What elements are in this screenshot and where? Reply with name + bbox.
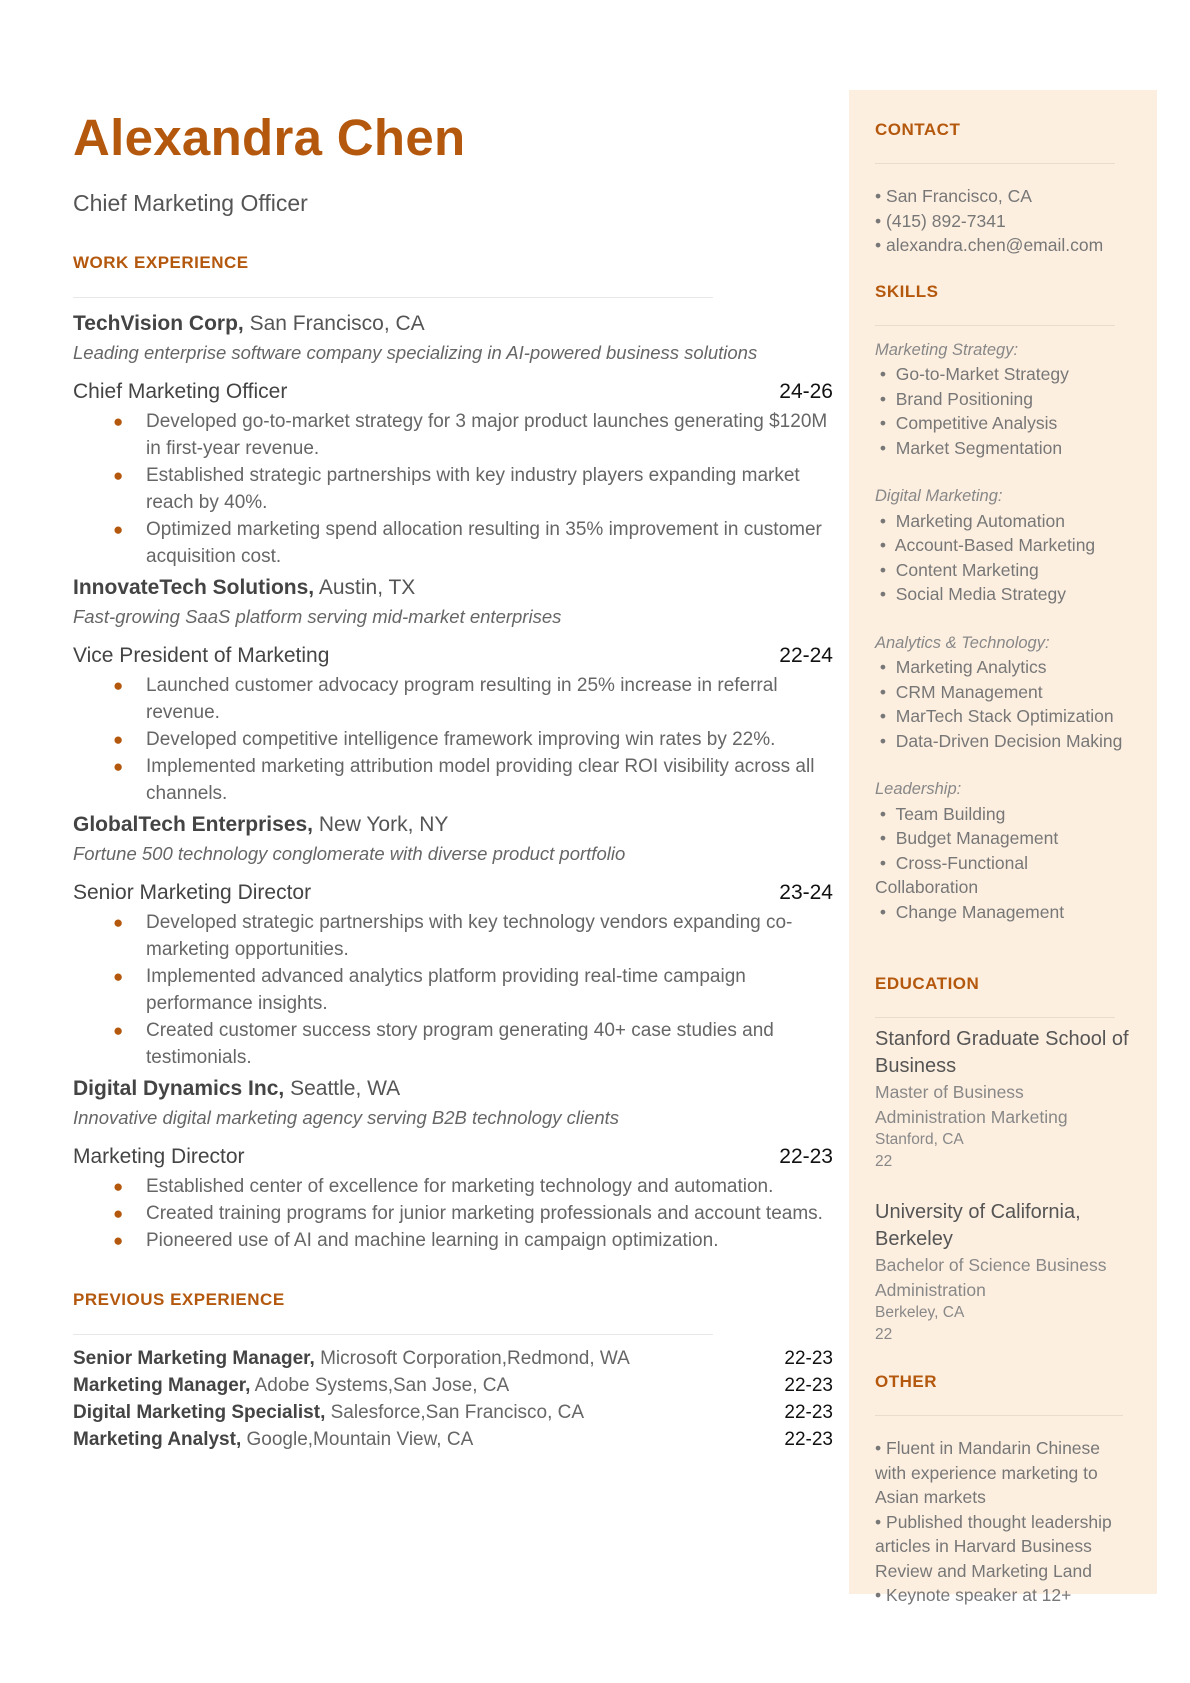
bullet-icon: ● [113, 1204, 124, 1224]
contact-heading: CONTACT [875, 120, 961, 139]
education-heading: EDUCATION [875, 974, 980, 993]
previous-experience-list [73, 1345, 833, 1453]
role-dates: 24-26 [779, 380, 833, 404]
company-line [73, 576, 833, 600]
other-item: • Published thought leadership articles in Harvard Business Review and Marketing Land [875, 1511, 1112, 1581]
skill-item: • Change Management [879, 901, 1065, 922]
bullet-icon: ● [113, 520, 124, 540]
role-title: Vice President of Marketing [73, 644, 330, 668]
company-description: Innovative digital marketing agency serving B2B technology clients [73, 1107, 620, 1129]
company-description: Leading enterprise software company specializing in AI-powered business solutions [73, 342, 758, 364]
achievement-item: ● Developed strategic partnerships with key technology vendors expanding co-marketing opportunities. [73, 909, 833, 963]
previous-experience-row [73, 1426, 833, 1453]
main-column [73, 110, 833, 1453]
role-row [73, 380, 833, 404]
skill-item: • Account-Based Marketing [879, 535, 1096, 555]
skill-category: Marketing Strategy: [875, 340, 1019, 359]
achievement-item: ● Launched customer advocacy program resulting in 25% increase in referral revenue. [73, 672, 833, 726]
sidebar [849, 90, 1157, 1605]
prev-dates: 22-23 [784, 1429, 833, 1451]
role-dates: 22-24 [779, 644, 833, 668]
contact-location: • San Francisco, CA [875, 186, 1032, 206]
edu-location: Stanford, CA [875, 1131, 964, 1148]
achievement-item: ● Created customer success story program generating 40+ case studies and testimonials. [73, 1017, 833, 1071]
company-description: Fast-growing SaaS platform serving mid-market enterprises [73, 606, 562, 628]
skill-item: • Market Segmentation [879, 437, 1063, 458]
skill-item: • Content Marketing [879, 559, 1039, 580]
role-row [73, 644, 833, 668]
previous-experience-row [73, 1345, 833, 1372]
achievement-item: ● Optimized marketing spend allocation resulting in 35% improvement in customer acquisition cost. [73, 516, 833, 570]
company-name: TechVision Corp, [73, 312, 244, 336]
achievement-item: ● Pioneered use of AI and machine learning in campaign optimization. [73, 1227, 833, 1254]
divider [875, 163, 1115, 164]
achievement-item: ● Created training programs for junior marketing professionals and account teams. [73, 1200, 833, 1227]
edu-degree: Master of Business Administration Marketing [875, 1082, 1068, 1127]
skill-item: • MarTech Stack Optimization [879, 706, 1114, 726]
company-location: New York, NY [318, 813, 449, 837]
prev-role: Digital Marketing Specialist, [73, 1402, 326, 1424]
skill-item: • Data-Driven Decision Making [879, 730, 1123, 751]
skill-item: • Competitive Analysis [879, 413, 1058, 433]
bullet-icon: ● [113, 1231, 124, 1251]
prev-role: Marketing Manager, [73, 1375, 251, 1397]
bullet-icon: ● [113, 1021, 124, 1041]
prev-role: Marketing Analyst, [73, 1429, 242, 1451]
prev-role: Senior Marketing Manager, [73, 1348, 315, 1370]
role-title: Senior Marketing Director [73, 881, 312, 905]
other-heading: OTHER [875, 1372, 937, 1391]
previous-experience-heading: PREVIOUS EXPERIENCE [73, 1290, 285, 1310]
bullet-icon: ● [113, 913, 124, 933]
achievement-list [73, 408, 833, 570]
prev-org: Google,Mountain View, CA [246, 1429, 474, 1451]
divider [875, 1017, 1115, 1018]
skill-category: Analytics & Technology: [875, 633, 1050, 652]
edu-degree: Bachelor of Science Business Administration [875, 1255, 1107, 1300]
achievement-list [73, 672, 833, 807]
contact-phone: • (415) 892-7341 [875, 210, 1006, 231]
company-line [73, 1077, 833, 1101]
achievement-item: ● Developed go-to-market strategy for 3 major product launches generating $120M in first-year revenue. [73, 408, 833, 462]
role-dates: 22-23 [779, 1145, 833, 1169]
previous-experience-row [73, 1372, 833, 1399]
role-dates: 23-24 [779, 881, 833, 905]
skill-item: • CRM Management [879, 681, 1043, 702]
prev-dates: 22-23 [784, 1348, 833, 1370]
bullet-icon: ● [113, 676, 124, 696]
skill-item: • Cross-Functional Collaboration [875, 852, 1029, 897]
skill-item: • Marketing Automation [879, 510, 1066, 531]
achievement-list [73, 1173, 833, 1254]
achievement-list [73, 909, 833, 1071]
company-location: Seattle, WA [290, 1077, 401, 1101]
achievement-item: ● Established center of excellence for marketing technology and automation. [73, 1173, 833, 1200]
company-location: San Francisco, CA [249, 312, 425, 336]
bullet-icon: ● [113, 730, 124, 750]
achievement-item: ● Implemented advanced analytics platform providing real-time campaign performance insights. [73, 963, 833, 1017]
candidate-name: Alexandra Chen [73, 109, 466, 166]
bullet-icon: ● [113, 466, 124, 486]
role-row [73, 881, 833, 905]
skill-item: • Social Media Strategy [879, 584, 1066, 604]
skill-item: • Brand Positioning [879, 388, 1033, 409]
company-name: Digital Dynamics Inc, [73, 1077, 285, 1101]
achievement-item: ● Developed competitive intelligence framework improving win rates by 22%. [73, 726, 833, 753]
edu-school: University of California, Berkeley [875, 1201, 1081, 1250]
role-title: Chief Marketing Officer [73, 380, 288, 404]
company-name: GlobalTech Enterprises, [73, 813, 314, 837]
divider [73, 297, 713, 298]
prev-dates: 22-23 [784, 1375, 833, 1397]
skill-item: • Budget Management [879, 828, 1059, 848]
achievement-item: ● Implemented marketing attribution model providing clear ROI visibility across all channels. [73, 753, 833, 807]
role-row [73, 1145, 833, 1169]
edu-location: Berkeley, CA [875, 1304, 965, 1321]
other-item: • Fluent in Mandarin Chinese with experience marketing to Asian markets [875, 1438, 1101, 1507]
work-experience-heading: WORK EXPERIENCE [73, 253, 249, 273]
company-line [73, 813, 833, 837]
bullet-icon: ● [113, 412, 124, 432]
bullet-icon: ● [113, 757, 124, 777]
achievement-item: ● Established strategic partnerships with key industry players expanding market reach by 40%. [73, 462, 833, 516]
candidate-title: Chief Marketing Officer [73, 190, 308, 217]
other-item: • Keynote speaker at 12+ [875, 1585, 1072, 1605]
skill-category: Digital Marketing: [875, 487, 1003, 505]
edu-year: 22 [875, 1153, 893, 1170]
divider [875, 325, 1115, 326]
skill-item: • Go-to-Market Strategy [879, 364, 1069, 384]
previous-experience-row [73, 1399, 833, 1426]
skills-heading: SKILLS [875, 281, 939, 301]
skill-category: Leadership: [875, 780, 962, 798]
company-description: Fortune 500 technology conglomerate with diverse product portfolio [73, 843, 626, 865]
prev-dates: 22-23 [784, 1402, 833, 1424]
bullet-icon: ● [113, 1177, 124, 1197]
edu-school: Stanford Graduate School of Business [875, 1028, 1129, 1077]
company-line [73, 312, 833, 336]
role-title: Marketing Director [73, 1145, 245, 1169]
contact-email: • alexandra.chen@email.com [875, 235, 1104, 255]
company-name: InnovateTech Solutions, [73, 576, 315, 600]
skill-item: • Marketing Analytics [879, 657, 1047, 677]
divider [73, 1334, 713, 1335]
prev-org: Salesforce,San Francisco, CA [330, 1402, 585, 1424]
prev-org: Adobe Systems,San Jose, CA [254, 1375, 510, 1397]
prev-org: Microsoft Corporation,Redmond, WA [320, 1348, 630, 1370]
edu-year: 22 [875, 1326, 893, 1343]
bullet-icon: ● [113, 967, 124, 987]
company-location: Austin, TX [318, 576, 416, 600]
divider [875, 1415, 1123, 1416]
skill-item: • Team Building [879, 803, 1006, 824]
